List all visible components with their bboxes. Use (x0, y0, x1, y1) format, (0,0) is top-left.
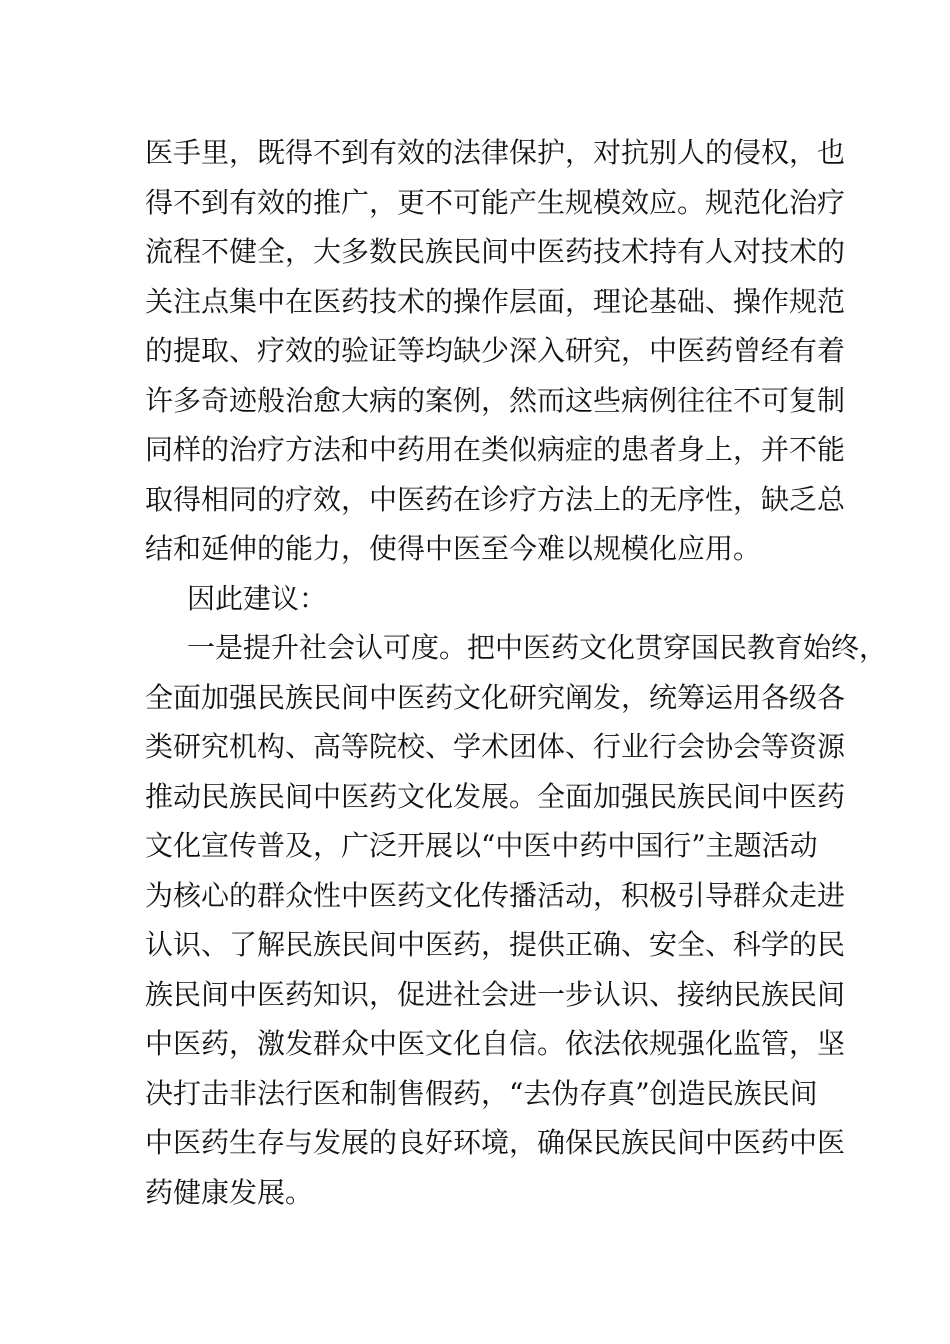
text-line: 决打击非法行医和制售假药，“去伪存真”创造民族民间 (145, 1076, 818, 1110)
text-line: 为核心的群众性中医药文化传播活动，积极引导群众走进 (145, 878, 846, 912)
text-line-first-point: 一是提升社会认可度。把中医药文化贯穿国民教育始终， (187, 631, 888, 664)
text-line: 类研究机构、高等院校、学术团体、行业行会协会等资源 (145, 730, 846, 763)
text-line: 医手里，既得不到有效的法律保护，对抗别人的侵权，也 (145, 136, 846, 169)
text-line: 中医药，激发群众中医文化自信。依法依规强化监管，坚 (145, 1027, 846, 1060)
text-line: 推动民族民间中医药文化发展。全面加强民族民间中医药 (145, 779, 846, 813)
text-line: 取得相同的疗效，中医药在诊疗方法上的无序性，缺乏总 (145, 482, 846, 516)
text-line: 的提取、疗效的验证等均缺少深入研究，中医药曾经有着 (145, 334, 846, 367)
text-line: 同样的治疗方法和中药用在类似病症的患者身上，并不能 (145, 433, 846, 466)
text-line: 关注点集中在医药技术的操作层面，理论基础、操作规范 (145, 284, 846, 318)
text-line: 结和延伸的能力，使得中医至今难以规模化应用。 (145, 532, 762, 565)
text-line: 认识、了解民族民间中医药，提供正确、安全、科学的民 (145, 928, 846, 961)
text-line: 文化宣传普及，广泛开展以“中医中药中国行”主题活动 (145, 829, 818, 862)
text-line: 许多奇迹般治愈大病的案例，然而这些病例往往不可复制 (145, 383, 846, 417)
text-line: 中医药生存与发展的良好环境，确保民族民间中医药中医 (145, 1126, 846, 1159)
body-text (145, 128, 888, 1217)
text-line-recommendation-heading: 因此建议： (187, 581, 328, 615)
text-line: 药健康发展。 (145, 1175, 314, 1209)
text-line: 流程不健全，大多数民族民间中医药技术持有人对技术的 (145, 235, 846, 268)
text-line: 族民间中医药知识，促进社会进一步认识、接纳民族民间 (145, 977, 846, 1011)
text-line: 得不到有效的推广，更不可能产生规模效应。规范化治疗 (145, 185, 846, 219)
text-line: 全面加强民族民间中医药文化研究阐发，统筹运用各级各 (145, 680, 846, 714)
